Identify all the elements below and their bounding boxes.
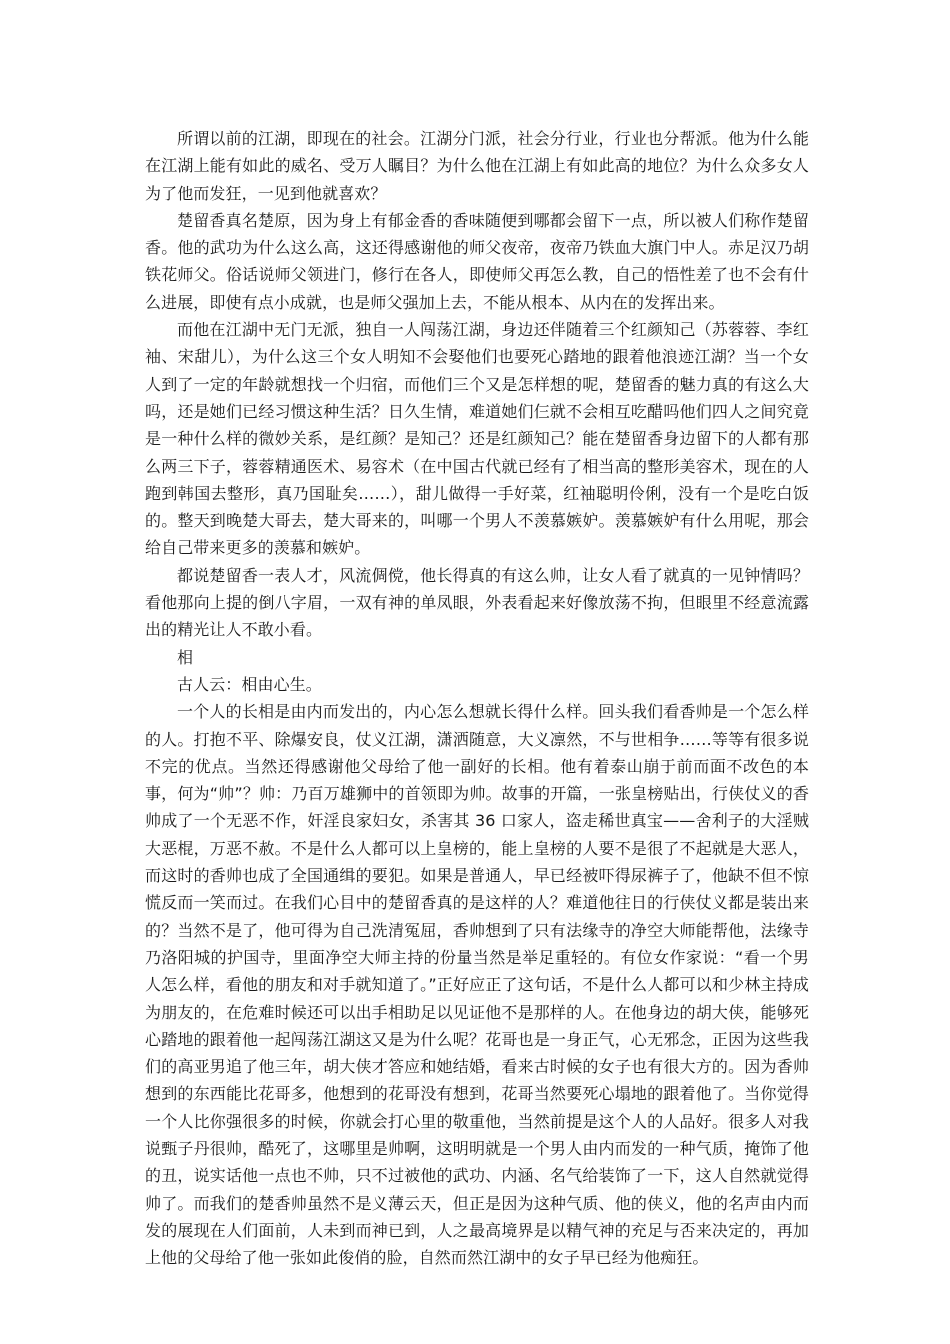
paragraph-quote: 古人云：相由心生。 (177, 674, 322, 694)
paragraph-appearance: 都说楚留香一表人才，风流倜傥，他长得真的有这么帅，让女人看了就真的一见钟情吗？看他那向上提的倒八字眉，一双有神的单凤眼，外表看起来好像放荡不拘，但眼里不经意流露出的精光让人不敢小看。 (145, 565, 809, 640)
paragraph-intro: 所谓以前的江湖，即现在的社会。江湖分门派，社会分行业，行业也分帮派。他为什么能在江湖上能有如此的威名、受万人瞩目？为什么他在江湖上有如此高的地位？为什么众多女人为了他而发狂，一见到他就喜欢？ (145, 129, 809, 203)
paragraph-companions: 而他在江湖中无门无派，独自一人闯荡江湖，身边还伴随着三个红颜知己（苏蓉蓉、李红袖、宋甜儿），为什么这三个女人明知不会娶他们也要死心踏地的跟着他浪迹江湖？当一个女人到了一定的年龄就想找一个归宿，而他们三个又是怎样想的呢，楚留香的魅力真的有这么大吗，还是她们已经习惯这种生活？日久生情，难道她们仨就不会相互吃醋吗他们四人之间究竟是一种什么样的微妙关系，是红颜？是知己？还是红颜知己？能在楚留香身边留下的人都有那么两三下子，蓉蓉精通医术、易容术（在中国古代就已经有了相当高的整形美容术，现在的人跑到韩国去整形，真乃国耻矣……），甜儿做得一手好菜，红袖聪明伶俐，没有一个是吃白饭的。整天到晚楚大哥去，楚大哥来的，叫哪一个男人不羡慕嫉妒。羡慕嫉妒有什么用呢，那会给自己带来更多的羡慕和嫉妒。 (145, 320, 809, 558)
paragraph-main-essay: 一个人的长相是由内而发出的，内心怎么想就长得什么样。回头我们看香帅是一个怎么样的人。打抱不平、除爆安良，仗义江湖，潇洒随意，大义凛然，不与世相争……等等有很多说不完的优点。当然还得感谢他父母给了他一副好的长相。他有着泰山崩于前而面不改色的本事，何为“帅”？帅：乃百万雄狮中的首领即为帅。故事的开篇，一张皇榜贴出，行侠仗义的香帅成了一个无恶不作，奸淫良家妇女，杀害其 36 口家人，盗走稀世真宝——舍利子的大淫贼大恶棍，万恶不赦。不是什么人都可以上皇榜的，能上皇榜的人要不是很了不起就是大恶人，而这时的香帅也成了全国通缉的要犯。如果是普通人，早已经被吓得尿裤子了，他缺不但不惊慌反而一笑而过。在我们心目中的楚留香真的是这样的人？难道他往日的行侠仗义都是装出来的？当然不是了，他可得为自己洗清冤屈，香帅想到了只有法缘寺的净空大师能帮他，法缘寺乃洛阳城的护国寺，里面净空大师主持的份量当然是举足重轻的。有位女作家说：“看一个男人怎么样，看他的朋友和对手就知道了。”正好应正了这句话，不是什么人都可以和少林主持成为朋友的，在危难时候还可以出手相助足以见证他不是那样的人。在他身边的胡大侠，能够死心踏地的跟着他一起闯荡江湖这又是为什么呢？花哥也是一身正气，心无邪念，正因为这些我们的高亚男追了他三年，胡大侠才答应和她结婚，看来古时候的女子也有很大方的。因为香帅想到的东西能比花哥多，他想到的花哥没有想到，花哥当然要死心塌地的跟着他了。当你觉得一个人比你强很多的时候，你就会打心里的敬重他，当然前提是这个人的人品好。很多人对我说甄子丹很帅，酷死了，这哪里是帅啊，这明明就是一个男人由内而发的一种气质，掩饰了他的丑，说实话他一点也不帅，只不过被他的武功、内涵、名气给装饰了一下，这人自然就觉得帅了。而我们的楚香帅虽然不是义薄云天，但正是因为这种气质、他的侠义，他的名声由内而发的展现在人们面前，人未到而神已到，人之最高境界是以精气神的充足与否来决定的，再加上他的父母给了他一张如此俊俏的脸，自然而然江湖中的女子早已经为他痴狂。 (145, 702, 809, 1268)
article-body (145, 125, 809, 1271)
section-heading-xiang: 相 (177, 647, 194, 667)
paragraph-chu-liuxiang-origin: 楚留香真名楚原，因为身上有郁金香的香味随便到哪都会留下一点，所以被人们称作楚留香。他的武功为什么这么高，这还得感谢他的师父夜帝，夜帝乃铁血大旗门中人。赤足汉乃胡铁花师父。俗话说师父领进门，修行在各人，即使师父再怎么教，自己的悟性差了也不会有什么进展，即使有点小成就，也是师父强加上去，不能从根本、从内在的发挥出来。 (145, 210, 809, 312)
